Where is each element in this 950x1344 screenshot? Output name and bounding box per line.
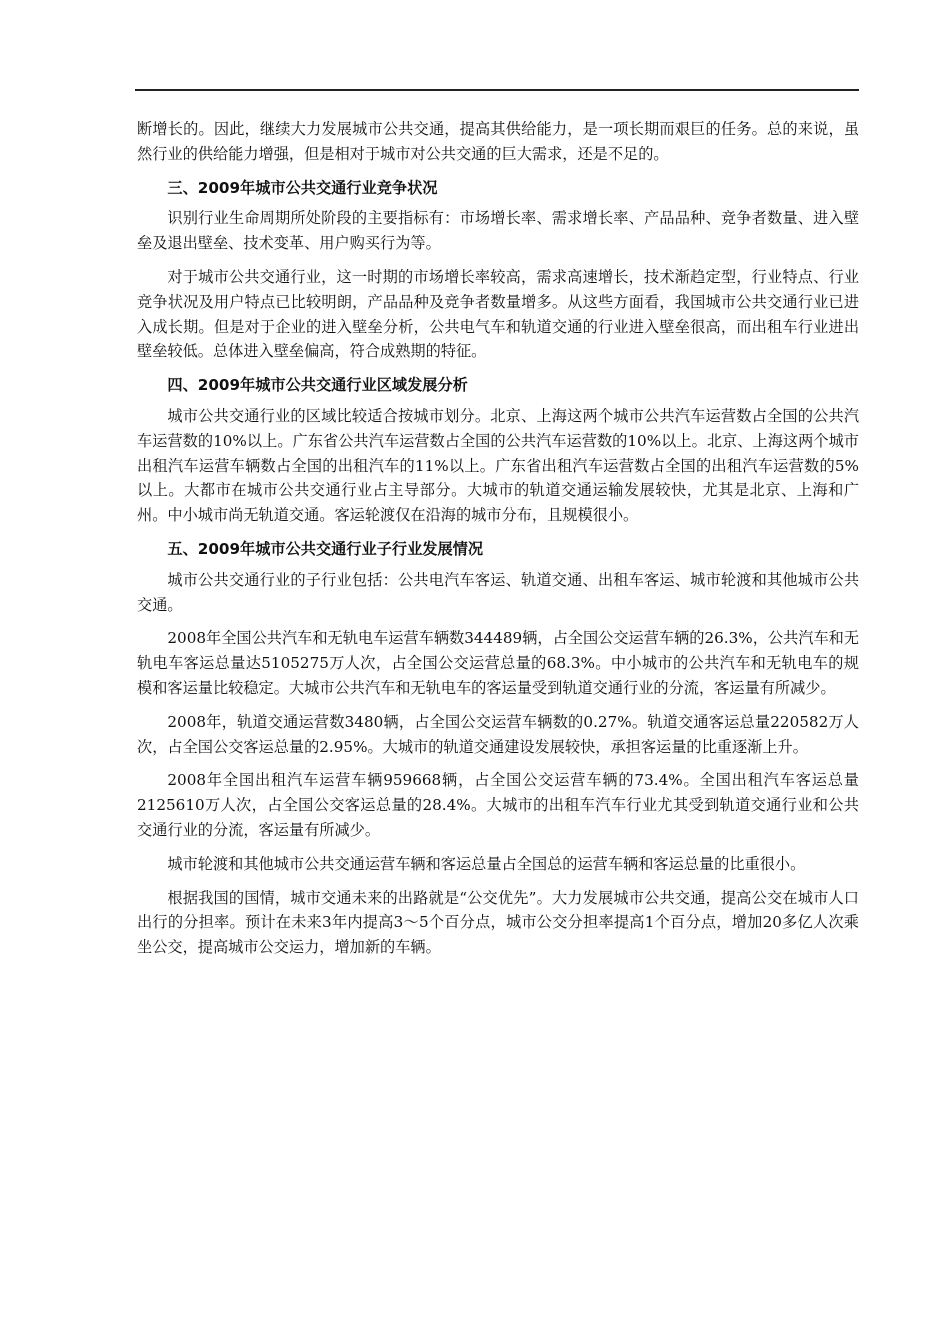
paragraph: 城市公共交通行业的子行业包括：公共电汽车客运、轨道交通、出租车客运、城市轮渡和其他城市公共交通。: [137, 570, 859, 614]
section-heading-competition: 三、2009年城市公共交通行业竞争状况: [167, 178, 438, 197]
paragraph: 根据我国的国情，城市交通未来的出路就是“公交优先”。大力发展城市公共交通，提高公交在城市人口出行的分担率。预计在未来3年内提高3～5个百分点，城市公交分担率提高1个百分点，增加20多亿人次乘坐公交，提高城市公交运力，增加新的车辆。: [137, 888, 859, 957]
paragraph: 2008年全国出租汽车运营车辆959668辆，占全国公交运营车辆的73.4%。全国出租汽车客运总量2125610万人次，占全国公交客运总量的28.4%。大城市的出租车汽车行业尤其受到轨道交通行业和公共交通行业的分流，客运量有所减少。: [137, 771, 859, 839]
paragraph: 城市轮渡和其他城市公共交通运营车辆和客运总量占全国总的运营车辆和客运总量的比重很小。: [167, 854, 806, 873]
paragraph: 2008年全国公共汽车和无轨电车运营车辆数344489辆，占全国公交运营车辆的26.3%，公共汽车和无轨电车客运总量达5105275万人次，占全国公交运营总量的68.3%。中小城市的公共汽车和无轨电车的规模和客运量比较稳定。大城市公共汽车和无轨电车的客运量受到轨道交通行业的分流，客运量有所减少。: [137, 629, 860, 697]
header-rule: [135, 89, 859, 91]
paragraph: 识别行业生命周期所处阶段的主要指标有：市场增长率、需求增长率、产品品种、竞争者数量、进入壁垒及退出壁垒、技术变革、用户购买行为等。: [137, 209, 859, 253]
section-heading-regional: 四、2009年城市公共交通行业区域发展分析: [167, 376, 468, 395]
body-text: [137, 117, 859, 969]
paragraph: 城市公共交通行业的区域比较适合按城市划分。北京、上海这两个城市公共汽车运营数占全国的公共汽车运营数的10%以上。广东省公共汽车运营数占全国的公共汽车运营数的10%以上。北京、上海这两个城市出租汽车运营车辆数占全国的出租汽车的11%以上。广东省出租汽车运营数占全国的出租汽车运营数的5%以上。大都市在城市公共交通行业占主导部分。大城市的轨道交通运输发展较快，尤其是北京、上海和广州。中小城市尚无轨道交通。客运轮渡仅在沿海的城市分布，且规模很小。: [137, 406, 859, 525]
paragraph: 2008年，轨道交通运营数3480辆，占全国公交运营车辆数的0.27%。轨道交通客运总量220582万人次，占全国公交客运总量的2.95%。大城市的轨道交通建设发展较快，承担客运量的比重逐渐上升。: [137, 712, 859, 756]
paragraph: 对于城市公共交通行业，这一时期的市场增长率较高，需求高速增长，技术渐趋定型，行业特点、行业竞争状况及用户特点已比较明朗，产品品种及竞争者数量增多。从这些方面看，我国城市公共交通行业已进入成长期。但是对于企业的进入壁垒分析，公共电气车和轨道交通的行业进入壁垒很高，而出租车行业进出壁垒较低。总体进入壁垒偏高，符合成熟期的特征。: [137, 267, 859, 361]
paragraph: 断增长的。因此，继续大力发展城市公共交通，提高其供给能力，是一项长期而艰巨的任务。总的来说，虽然行业的供给能力增强，但是相对于城市对公共交通的巨大需求，还是不足的。: [137, 120, 859, 163]
section-heading-subsectors: 五、2009年城市公共交通行业子行业发展情况: [167, 539, 484, 558]
